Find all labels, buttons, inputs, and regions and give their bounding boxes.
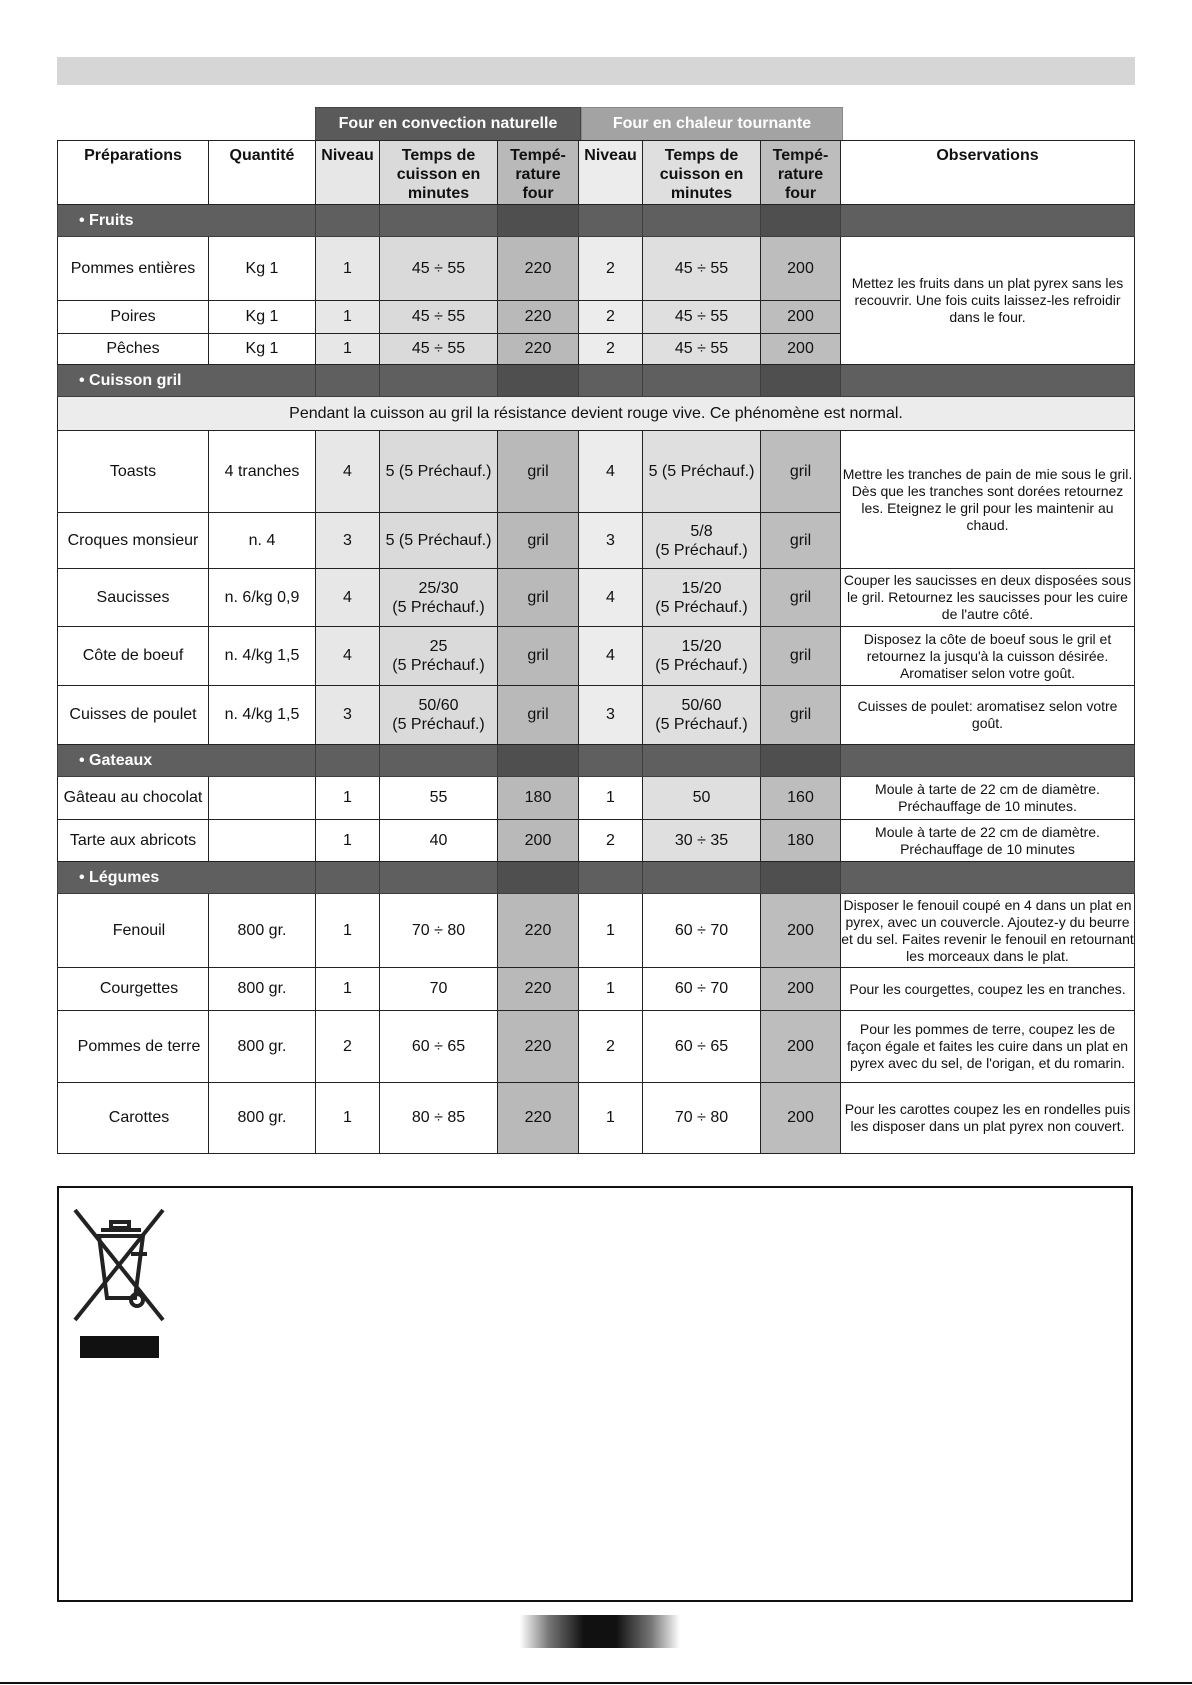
observation: Cuisses de poulet: aromatisez selon votre goût. bbox=[841, 686, 1135, 745]
table-row: Courgettes 800 gr. 1 70 220 1 60 ÷ 70 200 Pour les courgettes, coupez les en tranches. bbox=[58, 968, 1135, 1011]
observation: Couper les saucisses en deux disposées sous le gril. Retournez les saucisses pour les cuire de l'autre côté. bbox=[841, 569, 1135, 627]
table-row: Cuisses de poulet n. 4/kg 1,5 3 50/60 (5 Préchauf.) gril 3 50/60 (5 Préchauf.) gril Cuisses de poulet: aromatisez selon votre goût. bbox=[58, 686, 1135, 745]
col-temp-1: Tempé-rature four bbox=[498, 141, 579, 205]
section-gateaux bbox=[58, 745, 1135, 777]
observation: Pour les carottes coupez les en rondelles puis les disposer dans un plat pyrex non couvert. bbox=[841, 1083, 1135, 1154]
col-temp-2: Tempé-rature four bbox=[761, 141, 841, 205]
col-level-2: Niveau bbox=[579, 141, 643, 205]
table-row: Poires Kg 1 1 45 ÷ 55 220 2 45 ÷ 55 200 bbox=[58, 301, 1135, 334]
table-row: Saucisses n. 6/kg 0,9 4 25/30 (5 Préchauf.) gril 4 15/20 (5 Préchauf.) gril Couper les saucisses en deux disposées sous le gril. Retournez les saucisses pour les cuire de l'autre côté. bbox=[58, 569, 1135, 627]
disposal-box bbox=[57, 1186, 1133, 1602]
column-header-row bbox=[58, 141, 1135, 205]
col-time-1: Temps de cuisson en minutes bbox=[380, 141, 498, 205]
bottom-rule bbox=[0, 1682, 1192, 1684]
observation: Pour les courgettes, coupez les en tranches. bbox=[841, 968, 1135, 1011]
crossed-out-wheelie-bin-icon bbox=[71, 1206, 167, 1324]
table-row: Fenouil 800 gr. 1 70 ÷ 80 220 1 60 ÷ 70 200 Disposer le fenouil coupé en 4 dans un plat en pyrex, avec un couvercle. Ajoutez-y du beurre et du sel. Faites revenir le fenouil en retournant les morceaux dans le plat. bbox=[58, 894, 1135, 968]
col-qty: Quantité bbox=[209, 141, 316, 205]
gril-note-row bbox=[58, 397, 1135, 431]
table-row: Croques monsieur n. 4 3 5 (5 Préchauf.) gril 3 5/8 (5 Préchauf.) gril bbox=[58, 513, 1135, 569]
section-legumes bbox=[58, 862, 1135, 894]
observation: Disposer le fenouil coupé en 4 dans un plat en pyrex, avec un couvercle. Ajoutez-y du beurre et du sel. Faites revenir le fenouil en retournant les morceaux dans le plat. bbox=[841, 894, 1135, 968]
table-row: Carottes 800 gr. 1 80 ÷ 85 220 1 70 ÷ 80 200 Pour les carottes coupez les en rondelles puis les disposer dans un plat pyrex non couvert. bbox=[58, 1083, 1135, 1154]
observation: Moule à tarte de 22 cm de diamètre. Préchauffage de 10 minutes bbox=[841, 820, 1135, 862]
section-gril bbox=[58, 365, 1135, 397]
table-row: Côte de boeuf n. 4/kg 1,5 4 25 (5 Préchauf.) gril 4 15/20 (5 Préchauf.) gril Disposez la côte de boeuf sous le gril et retournez la jusqu'à la cuisson désirée. Aromatiser selon votre goût. bbox=[58, 627, 1135, 686]
group-header-fan: Four en chaleur tournante bbox=[581, 107, 843, 141]
observation: Disposez la côte de boeuf sous le gril et retournez la jusqu'à la cuisson désirée. Aromatiser selon votre goût. bbox=[841, 627, 1135, 686]
cooking-table bbox=[57, 140, 1135, 1154]
section-label: • Légumes bbox=[58, 862, 316, 894]
table-row: Gâteau au chocolat 1 55 180 1 50 160 Moule à tarte de 22 cm de diamètre. Préchauffage de 10 minutes. bbox=[58, 777, 1135, 820]
gril-note: Pendant la cuisson au gril la résistance devient rouge vive. Ce phénomène est normal. bbox=[58, 397, 1135, 431]
observation: Pour les pommes de terre, coupez les de façon égale et faites les cuire dans un plat en pyrex avec du sel, de l'origan, et du romarin. bbox=[841, 1011, 1135, 1083]
table-row: Pommes entières Kg 1 1 45 ÷ 55 220 2 45 ÷ 55 200 Mettez les fruits dans un plat pyrex sans les recouvrir. Une fois cuits laissez-les refroidir dans le four. bbox=[58, 237, 1135, 301]
table-row: Pommes de terre 800 gr. 2 60 ÷ 65 220 2 60 ÷ 65 200 Pour les pommes de terre, coupez les de façon égale et faites les cuire dans un plat en pyrex avec du sel, de l'origan, et du romarin. bbox=[58, 1011, 1135, 1083]
header-bar bbox=[57, 57, 1135, 85]
section-fruits bbox=[58, 205, 1135, 237]
col-time-2: Temps de cuisson en minutes bbox=[643, 141, 761, 205]
observation: Moule à tarte de 22 cm de diamètre. Préchauffage de 10 minutes. bbox=[841, 777, 1135, 820]
section-label: • Fruits bbox=[58, 205, 316, 237]
col-prep: Préparations bbox=[58, 141, 209, 205]
section-label: • Cuisson gril bbox=[58, 365, 316, 397]
section-label: • Gateaux bbox=[58, 745, 316, 777]
col-obs: Observations bbox=[841, 141, 1135, 205]
col-level-1: Niveau bbox=[316, 141, 380, 205]
group-header-natural: Four en convection naturelle bbox=[315, 107, 581, 141]
observation: Mettre les tranches de pain de mie sous le gril. Dès que les tranches sont dorées retournez les. Eteignez le gril pour les maintenir au chaud. bbox=[841, 431, 1135, 569]
table-row: Pêches Kg 1 1 45 ÷ 55 220 2 45 ÷ 55 200 bbox=[58, 334, 1135, 365]
page-tab bbox=[520, 1615, 680, 1648]
table-row: Tarte aux abricots 1 40 200 2 30 ÷ 35 180 Moule à tarte de 22 cm de diamètre. Préchauffage de 10 minutes bbox=[58, 820, 1135, 862]
table-row: Toasts 4 tranches 4 5 (5 Préchauf.) gril 4 5 (5 Préchauf.) gril Mettre les tranches de pain de mie sous le gril. Dès que les tranches sont dorées retournez les. Eteignez le gril pour les maintenir au chaud. bbox=[58, 431, 1135, 513]
separation-bar bbox=[80, 1336, 159, 1358]
observation: Mettez les fruits dans un plat pyrex sans les recouvrir. Une fois cuits laissez-les refroidir dans le four. bbox=[841, 237, 1135, 365]
